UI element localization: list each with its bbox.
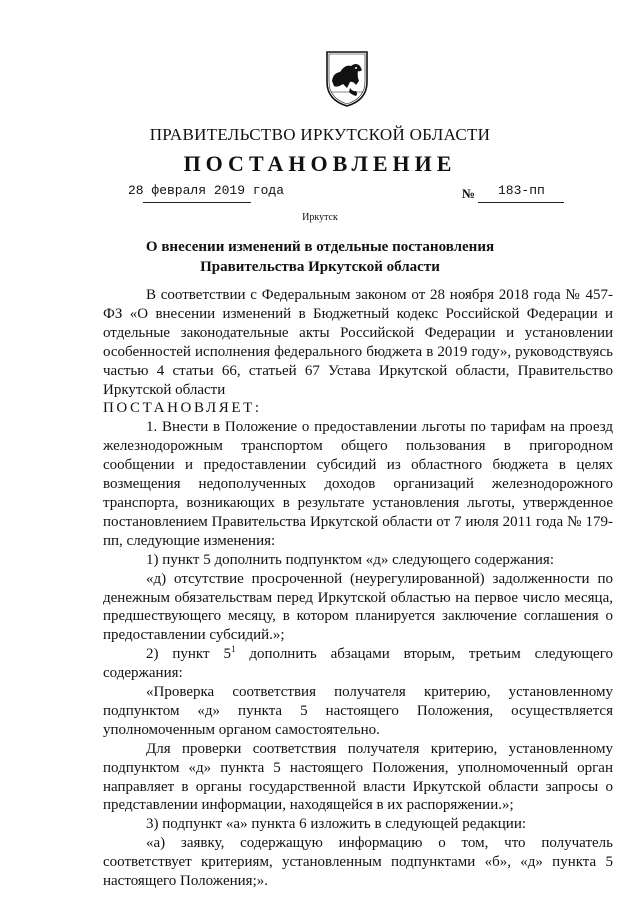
subitem-3-paragraph: 3) подпункт «а» пункта 6 изложить в следующей редакции: — [146, 816, 527, 833]
subitem-2-start: 2) пункт 5 — [146, 646, 231, 663]
coat-of-arms-emblem — [323, 48, 371, 108]
subitem-1-text: «д) отсутствие просроченной (неурегулированной) задолженности по денежным обязательствам перед Иркутской областью на первое число месяца, предшествующего месяцу, в котором планируется заключение соглашения о предоставлении субсидий.»; — [103, 570, 613, 644]
subitem-2-text-1: «Проверка соответствия получателя критерию, установленному подпунктом «д» пункта 5 настоящего Положения, осуществляется уполномоченным органом самостоятельно. — [103, 684, 613, 738]
subitem-3-text: «а) заявку, содержащую информацию о том, что получатель соответствует критериям, установленным подпунктами «б», «д» пункта 5 настоящего Положения;». — [103, 835, 613, 890]
subitem-2-text-2: Для проверки соответствия получателя критерию, установленному подпунктом «д» пункта 5 настоящего Положения, уполномоченный орган направляет в органы государственной власти Иркутской области запросы о представлении информации, находящейся в их распоряжении.»; — [103, 740, 613, 814]
document-title: О внесении изменений в отдельные постановления Правительства Иркутской области — [145, 239, 495, 275]
document-number: 183-пп — [498, 183, 545, 198]
subitem-2-paragraph — [103, 645, 613, 683]
resolves-heading: ПОСТАНОВЛЯЕТ: — [103, 400, 262, 417]
date-underline — [143, 202, 251, 203]
government-name: ПРАВИТЕЛЬСТВО ИРКУТСКОЙ ОБЛАСТИ — [149, 125, 491, 144]
number-sign: № — [462, 186, 476, 201]
city-name: Иркутск — [302, 212, 338, 223]
document-body — [103, 286, 613, 891]
subitem-2-end: дополнить абзацами вторым, третьим следующего содержания: — [103, 646, 613, 682]
document-date: 28 февраля 2019 года — [128, 183, 285, 198]
item-1-paragraph: 1. Внести в Положение о предоставлении льготы по тарифам на проезд железнодорожным транспортом общего пользования в пригородном сообщении и предоставлении субсидий из областного бюджета в целях возмещения недополученных доходов организаций железнодорожного транспорта, возникающих в результате установления льготы, утвержденное постановлением Правительства Иркутской области от 7 июля 2011 года № 179-пп, следующие изменения: — [103, 419, 613, 549]
subitem-1-paragraph: 1) пункт 5 дополнить подпунктом «д» следующего содержания: — [146, 551, 554, 568]
preamble-paragraph: В соответствии с Федеральным законом от 28 ноября 2018 года № 457-ФЗ «О внесении изменений в Бюджетный кодекс Российской Федерации и отдельные законодательные акты Российской Федерации и установлении особенностей исполнения федерального бюджета в 2019 году», руководствуясь частью 4 статьи 66, статьей 67 Устава Иркутской области, Правительство Иркутской области — [103, 287, 613, 398]
document-type: ПОСТАНОВЛЕНИЕ — [183, 151, 457, 176]
subitem-2-superscript: 1 — [230, 644, 236, 655]
number-underline — [478, 202, 564, 203]
